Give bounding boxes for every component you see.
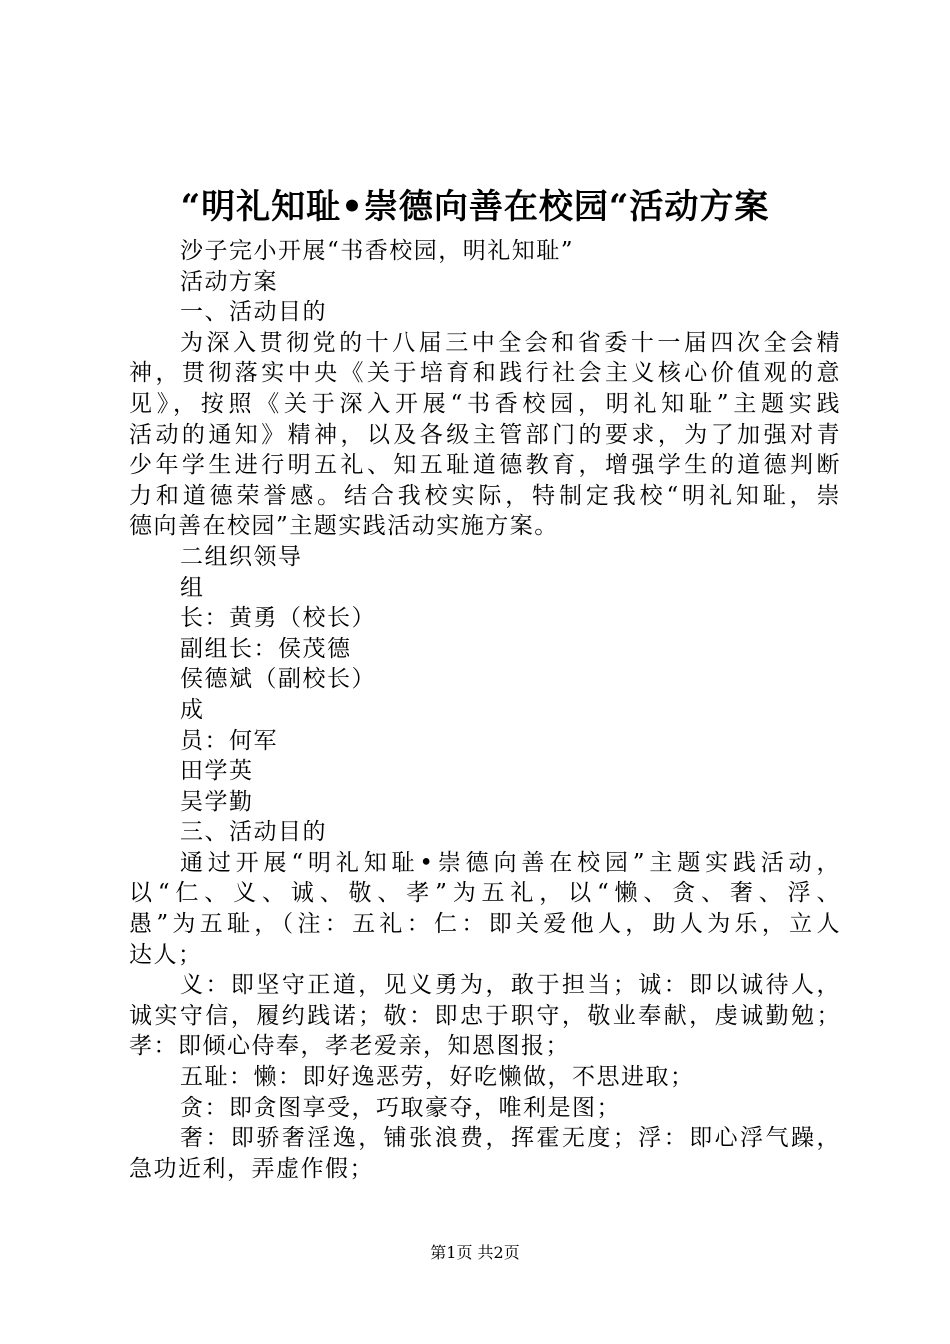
paragraph-line: 诚实守信，履约践诺；敬：即忠于职守，敬业奉献，虔诚勤勉；: [129, 1002, 841, 1029]
paragraph-line: 奢：即骄奢淫逸，铺张浪费，挥霍无度；浮：即心浮气躁，: [180, 1125, 841, 1152]
paragraph-line: 达人；: [129, 941, 203, 968]
paragraph-line: 五耻：懒：即好逸恶劳，好吃懒做，不思进取；: [180, 1064, 695, 1091]
paragraph-line: 神，贯彻落实中央《关于培育和践行社会主义核心价值观的意: [129, 360, 841, 387]
paragraph-line: 力和道德荣誉感。结合我校实际，特制定我校“明礼知耻，崇: [129, 482, 841, 509]
document-body: [129, 236, 841, 1184]
paragraph-line: 贪：即贪图享受，巧取豪夺，唯利是图；: [180, 1094, 621, 1121]
text-line: 活动方案: [180, 268, 278, 295]
paragraph-line: 孝：即倾心侍奉，孝老爱亲，知恩图报；: [129, 1033, 570, 1060]
paragraph-line: 为深入贯彻党的十八届三中全会和省委十一届四次全会精: [180, 329, 841, 356]
document-title: “明礼知耻•崇德向善在校园“活动方案: [180, 187, 770, 227]
paragraph-line: 德向善在校园”主题实践活动实施方案。: [129, 513, 559, 540]
text-line: 组: [180, 574, 205, 601]
text-line: 吴学勤: [180, 788, 254, 815]
page-number-footer: 第1页 共2页: [430, 1243, 520, 1262]
paragraph-line: 少年学生进行明五礼、知五耻道德教育，增强学生的道德判断: [129, 452, 841, 479]
text-line: 员：何军: [180, 727, 278, 754]
paragraph-line: 愚”为五耻，（注：五礼：仁：即关爱他人，助人为乐，立人: [129, 911, 841, 938]
paragraph-line: 见》，按照《关于深入开展“书香校园，明礼知耻”主题实践: [129, 390, 841, 417]
paragraph-line: 义：即坚守正道，见义勇为，敢于担当；诚：即以诚待人，: [180, 972, 841, 999]
text-line: 侯德斌（副校长）: [180, 666, 376, 693]
paragraph-line: 急功近利，弄虚作假；: [129, 1155, 374, 1182]
paragraph-line: 以“仁、义、诚、敬、孝”为五礼，以“懒、贪、奢、浮、: [129, 880, 841, 907]
section-heading: 三、活动目的: [180, 819, 327, 846]
section-heading: 一、活动目的: [180, 299, 327, 326]
text-line: 长：黄勇（校长）: [180, 605, 376, 632]
text-line: 成: [180, 696, 205, 723]
text-line: 田学英: [180, 758, 254, 785]
paragraph-line: 活动的通知》精神，以及各级主管部门的要求，为了加强对青: [129, 421, 841, 448]
text-line: 沙子完小开展“书香校园，明礼知耻”: [180, 238, 575, 264]
section-heading: 二组织领导: [180, 543, 303, 570]
text-line: 副组长：侯茂德: [180, 635, 352, 662]
paragraph-line: 通过开展“明礼知耻•崇德向善在校园”主题实践活动，: [180, 849, 841, 876]
